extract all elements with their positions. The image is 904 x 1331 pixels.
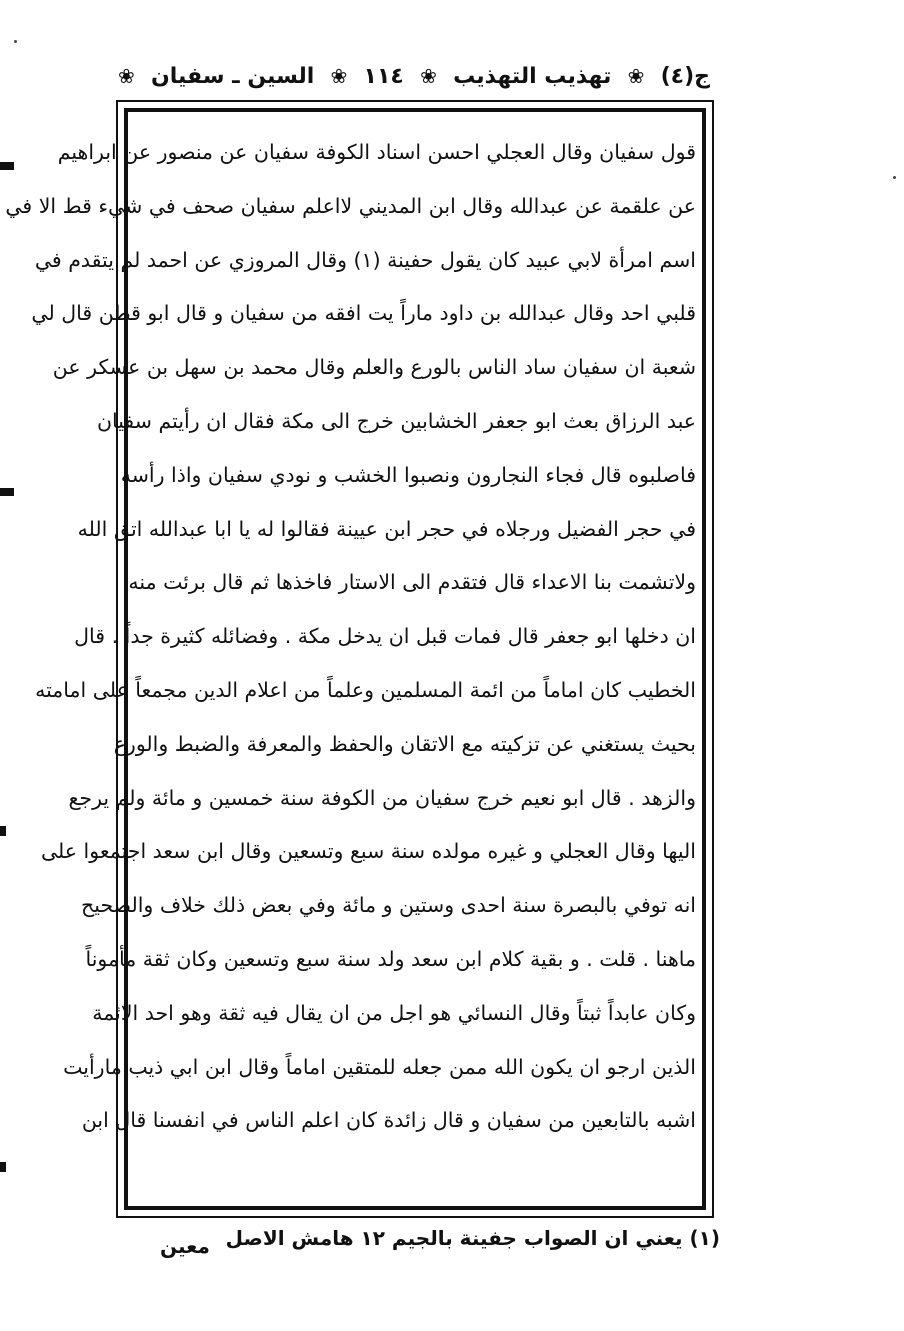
scan-mark <box>0 1162 6 1172</box>
text-line: وكان عابداً ثبتاً وقال النسائي هو اجل من ان يقال فيه ثقة وهو احد الائمة <box>92 1000 696 1025</box>
text-line: قول سفيان وقال العجلي احسن اسناد الكوفة سفيان عن منصور عن ابراهيم <box>57 140 696 164</box>
scan-mark <box>0 488 14 496</box>
text-line: شعبة ان سفيان ساد الناس بالورع والعلم وقال محمد بن سهل بن عسكر عن <box>52 355 696 380</box>
text-line: بحيث يستغني عن تزكيته مع الاتقان والحفظ والمعرفة والضبط والورع <box>113 731 696 756</box>
text-line: ان دخلها ابو جعفر قال فمات قبل ان يدخل مكة . وفضائله كثيرة جداً . قال <box>74 624 696 649</box>
scan-mark <box>0 162 14 170</box>
volume-label: ج(٤) <box>660 63 710 89</box>
scan-mark <box>0 826 6 836</box>
ornament-icon: ❀ <box>420 64 437 88</box>
text-line: ولاتشمت بنا الاعداء قال فتقدم الى الاستار فاخذها ثم قال برئت منه <box>128 570 696 595</box>
text-line: فاصلبوه قال فجاء النجارون ونصبوا الخشب و نودي سفيان واذا رأسه <box>120 462 696 487</box>
text-line: ماهنا . قلت . و بقية كلام ابن سعد ولد سنة سبع وتسعين وكان ثقة مأموناً <box>85 946 696 971</box>
catchword: معين <box>160 1234 210 1258</box>
text-line: في حجر الفضيل ورجلاه في حجر ابن عيينة فقالوا له يا ابا عبدالله اتق الله <box>77 516 696 541</box>
text-line: والزهد . قال ابو نعيم خرج سفيان من الكوفة سنة خمسين و مائة ولم يرجع <box>68 785 696 810</box>
scan-speck <box>893 176 896 179</box>
section-title: السين ـ سفيان <box>151 63 315 89</box>
footnote: (١) يعني ان الصواب جفينة بالجيم ١٢ هامش الاصل <box>225 1226 720 1250</box>
text-line: اليها وقال العجلي و غيره مولده سنة سبع وتسعين وقال ابن سعد اجتمعوا على <box>40 839 696 864</box>
text-line: اسم امرأة لابي عبيد كان يقول حفينة (١) وقال المروزي عن احمد لم يتقدم في <box>34 247 696 272</box>
text-line: اشبه بالتابعين من سفيان و قال زائدة كان اعلم الناس في انفسنا قال ابن <box>81 1108 696 1133</box>
scan-speck <box>14 40 17 43</box>
text-line: قلبي احد وقال عبدالله بن داود ماراً يت افقه من سفيان و قال ابو قطن قال لي <box>31 301 696 326</box>
text-line: الذين ارجو ان يكون الله ممن جعله للمتقين اماماً وقال ابن ابي ذيب مارأيت <box>63 1054 696 1079</box>
text-line: انه توفي بالبصرة سنة احدى وستين و مائة وفي بعض ذلك خلاف والصحيح <box>81 893 696 918</box>
text-line: عبد الرزاق بعث ابو جعفر الخشابين خرج الى مكة فقال ان رأيتم سفيان <box>96 408 696 433</box>
ornament-icon: ❀ <box>627 64 645 88</box>
text-line: الخطيب كان اماماً من ائمة المسلمين وعلماً من اعلام الدين مجمعاً على امامته <box>35 677 696 702</box>
page-number: ١١٤ <box>363 63 404 89</box>
ornament-icon: ❀ <box>330 64 348 88</box>
main-text-block <box>5 126 696 1148</box>
ornament-icon: ❀ <box>118 64 135 88</box>
running-header <box>118 56 710 96</box>
text-line: عن علقمة عن عبدالله وقال ابن المديني لااعلم سفيان صحف في شيء قط الا في <box>5 193 696 218</box>
book-title: تهذيب التهذيب <box>453 63 612 89</box>
